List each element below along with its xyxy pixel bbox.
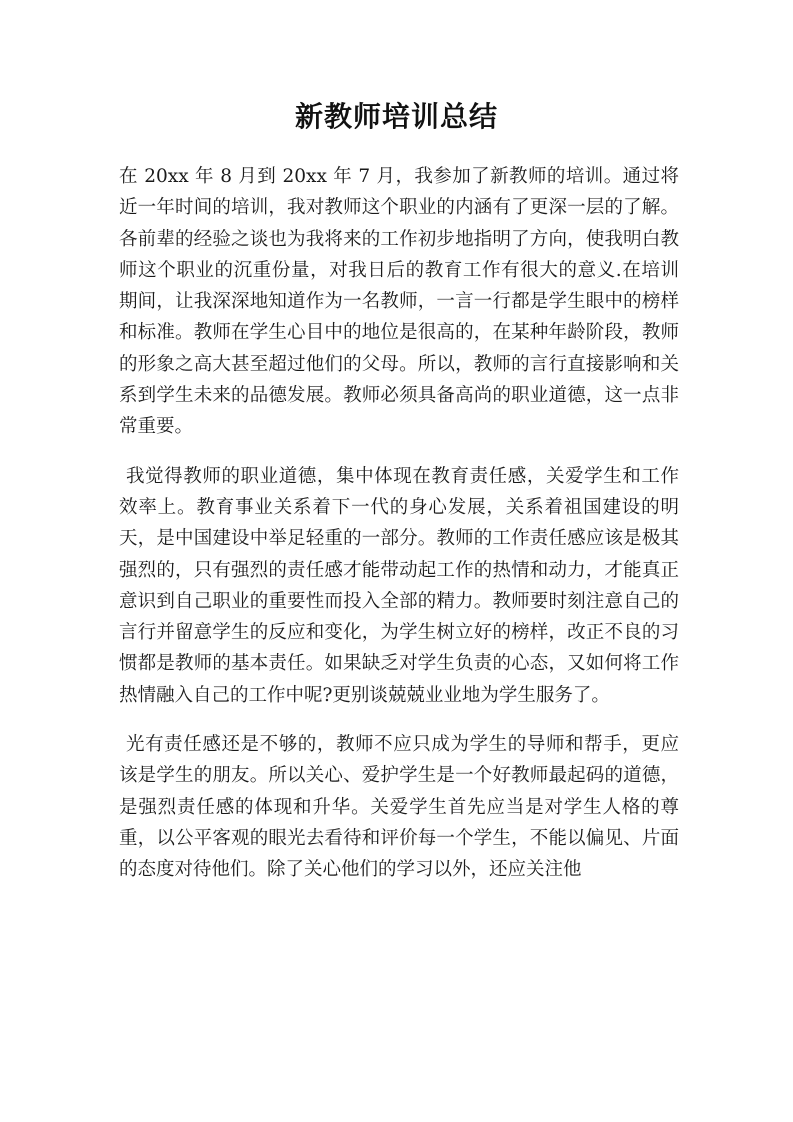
document-title: 新教师培训总结 bbox=[294, 100, 498, 133]
paragraph-3: 光有责任感还是不够的，教师不应只成为学生的导师和帮手，更应该是学生的朋友。所以关心、爱护学生是一个好教师最起码的道德，是强烈责任感的体现和升华。关爱学生首先应当是对学生人格的尊重，以公平客观的眼光去看待和评价每一个学生，不能以偏见、片面的态度对待他们。除了关心他们的学习以外，还应关注他 bbox=[119, 734, 679, 881]
document-body bbox=[119, 161, 679, 904]
paragraph-1: 在 20xx 年 8 月到 20xx 年 7 月，我参加了新教师的培训。通过将近一年时间的培训，我对教师这个职业的内涵有了更深一层的了解。各前辈的经验之谈也为我将来的工作初步地指明了方向，使我明白教师这个职业的沉重份量，对我日后的教育工作有很大的意义.在培训期间，让我深深地知道作为一名教师，一言一行都是学生眼中的榜样和标准。教师在学生心目中的地位是很高的，在某种年龄阶段，教师的形象之高大甚至超过他们的父母。所以，教师的言行直接影响和关系到学生未来的品德发展。教师必须具备高尚的职业道德，这一点非常重要。 bbox=[119, 166, 679, 438]
paragraph-2: 我觉得教师的职业道德，集中体现在教育责任感，关爱学生和工作效率上。教育事业关系着下一代的身心发展，关系着祖国建设的明天，是中国建设中举足轻重的一部分。教师的工作责任感应该是极其强烈的，只有强烈的责任感才能带动起工作的热情和动力，才能真正意识到自己职业的重要性而投入全部的精力。教师要时刻注意自己的言行并留意学生的反应和变化，为学生树立好的榜样，改正不良的习惯都是教师的基本责任。如果缺乏对学生负责的心态，又如何将工作热情融入自己的工作中呢?更别谈兢兢业业地为学生服务了。 bbox=[119, 465, 679, 706]
